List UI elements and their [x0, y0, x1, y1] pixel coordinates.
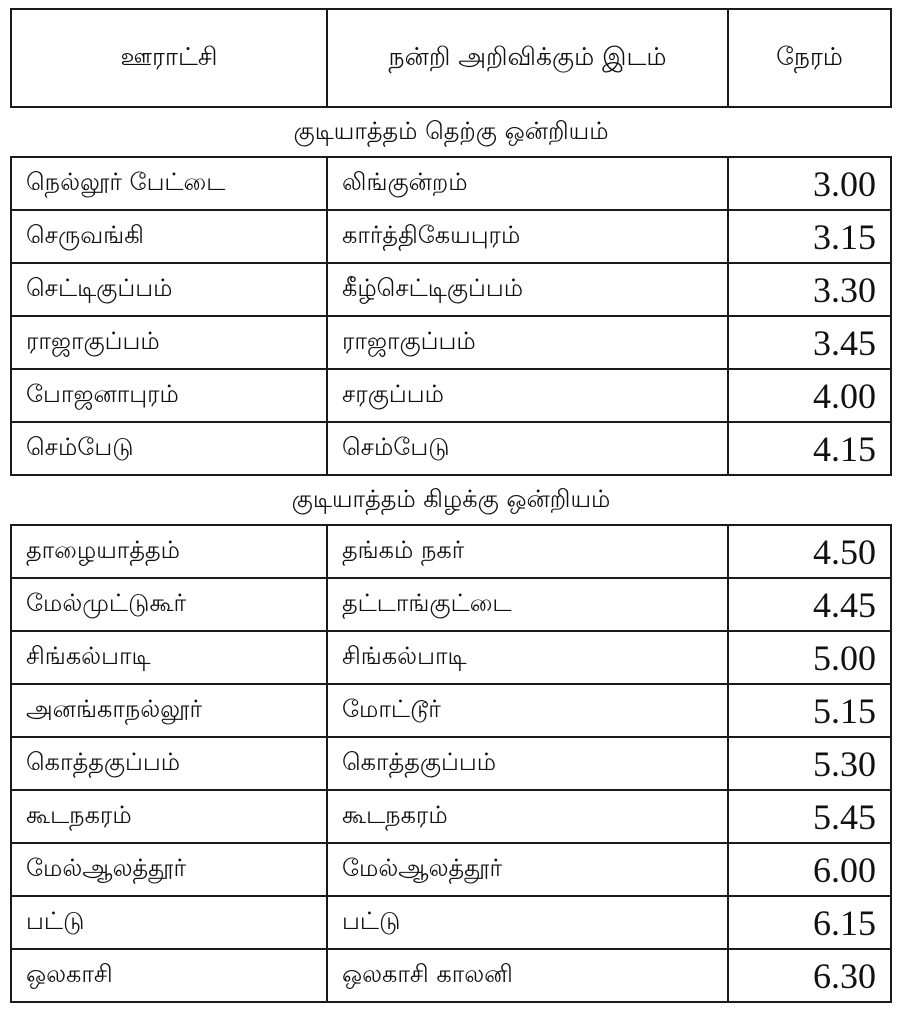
place-cell: மேல்ஆலத்தூர்	[327, 843, 728, 896]
place-cell: கீழ்செட்டிகுப்பம்	[327, 263, 728, 316]
panchayat-cell: அனங்காநல்லூர்	[11, 684, 327, 737]
schedule-table	[10, 8, 892, 1003]
time-cell: 5.15	[728, 684, 891, 737]
time-cell: 6.15	[728, 896, 891, 949]
time-cell: 6.30	[728, 949, 891, 1002]
place-cell: தட்டாங்குட்டை	[327, 578, 728, 631]
header-thanks-place: நன்றி அறிவிக்கும் இடம்	[327, 9, 728, 107]
table-row	[11, 157, 891, 210]
time-cell: 4.45	[728, 578, 891, 631]
place-cell: மோட்டூர்	[327, 684, 728, 737]
page-bottom-edge	[0, 1016, 906, 1026]
table-row	[11, 525, 891, 578]
section-row-south	[11, 107, 891, 157]
time-cell: 4.00	[728, 369, 891, 422]
time-cell: 4.50	[728, 525, 891, 578]
place-cell: கூடநகரம்	[327, 790, 728, 843]
place-cell: சிங்கல்பாடி	[327, 631, 728, 684]
place-cell: லிங்குன்றம்	[327, 157, 728, 210]
time-cell: 3.15	[728, 210, 891, 263]
panchayat-cell: செம்பேடு	[11, 422, 327, 475]
panchayat-cell: சிங்கல்பாடி	[11, 631, 327, 684]
section-title: குடியாத்தம் கிழக்கு ஒன்றியம்	[11, 475, 891, 525]
table-row	[11, 263, 891, 316]
table-row	[11, 631, 891, 684]
table-row	[11, 422, 891, 475]
time-cell: 3.30	[728, 263, 891, 316]
time-cell: 5.30	[728, 737, 891, 790]
table-row	[11, 684, 891, 737]
table-row	[11, 210, 891, 263]
table-row	[11, 369, 891, 422]
time-cell: 6.00	[728, 843, 891, 896]
place-cell: சரகுப்பம்	[327, 369, 728, 422]
table-row	[11, 316, 891, 369]
panchayat-cell: மேல்முட்டுகூர்	[11, 578, 327, 631]
panchayat-cell: பட்டு	[11, 896, 327, 949]
table-row	[11, 949, 891, 1002]
panchayat-cell: செருவங்கி	[11, 210, 327, 263]
panchayat-cell: மேல்ஆலத்தூர்	[11, 843, 327, 896]
time-cell: 4.15	[728, 422, 891, 475]
header-time: நேரம்	[728, 9, 891, 107]
place-cell: பட்டு	[327, 896, 728, 949]
place-cell: கொத்தகுப்பம்	[327, 737, 728, 790]
table-body	[11, 107, 891, 1002]
schedule-sheet	[10, 8, 890, 1003]
header-panchayat: ஊராட்சி	[11, 9, 327, 107]
place-cell: ராஜாகுப்பம்	[327, 316, 728, 369]
panchayat-cell: போஜனாபுரம்	[11, 369, 327, 422]
place-cell: தங்கம் நகர்	[327, 525, 728, 578]
table-row	[11, 578, 891, 631]
table-row	[11, 843, 891, 896]
table-header	[11, 9, 891, 107]
time-cell: 5.00	[728, 631, 891, 684]
time-cell: 3.00	[728, 157, 891, 210]
time-cell: 5.45	[728, 790, 891, 843]
place-cell: ஒலகாசி காலனி	[327, 949, 728, 1002]
section-row-east	[11, 475, 891, 525]
place-cell: கார்த்திகேயபுரம்	[327, 210, 728, 263]
panchayat-cell: ராஜாகுப்பம்	[11, 316, 327, 369]
table-row	[11, 896, 891, 949]
place-cell: செம்பேடு	[327, 422, 728, 475]
table-row	[11, 790, 891, 843]
panchayat-cell: கூடநகரம்	[11, 790, 327, 843]
panchayat-cell: ஒலகாசி	[11, 949, 327, 1002]
panchayat-cell: நெல்லூர் பேட்டை	[11, 157, 327, 210]
header-row	[11, 9, 891, 107]
panchayat-cell: செட்டிகுப்பம்	[11, 263, 327, 316]
time-cell: 3.45	[728, 316, 891, 369]
table-row	[11, 737, 891, 790]
panchayat-cell: கொத்தகுப்பம்	[11, 737, 327, 790]
section-title: குடியாத்தம் தெற்கு ஒன்றியம்	[11, 107, 891, 157]
panchayat-cell: தாழையாத்தம்	[11, 525, 327, 578]
